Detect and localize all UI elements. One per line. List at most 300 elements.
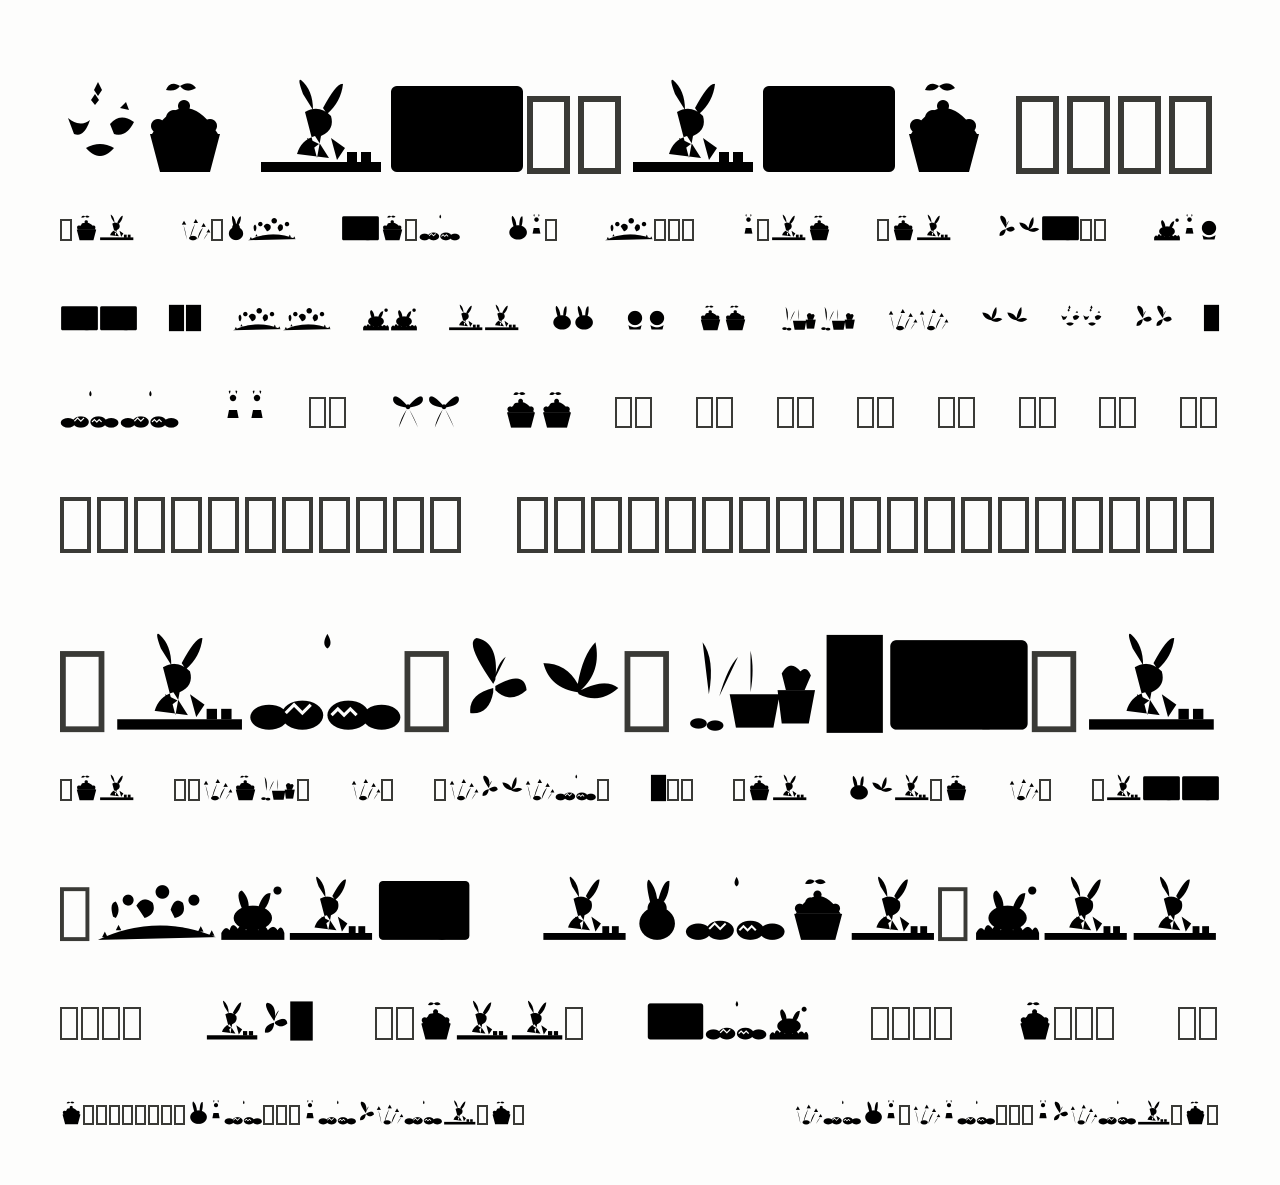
specimen-word: [1092, 774, 1220, 802]
specimen-line-5: [60, 484, 1220, 556]
rabbit-on-grass-icon: [772, 774, 808, 802]
egg-frame-icon: [341, 214, 380, 242]
candle-eggs-icon: [60, 390, 120, 430]
empty-glyph-box: [393, 497, 424, 553]
tulips-icon: [350, 774, 381, 802]
tulips-icon: [912, 1100, 941, 1126]
empty-glyph-box: [682, 219, 694, 241]
empty-glyph-box: [434, 779, 446, 801]
dancer-icon: [221, 390, 245, 430]
specimen-word: [1180, 397, 1220, 430]
specimen-word: [362, 304, 418, 332]
tulips-icon: [794, 1100, 823, 1126]
empty-glyph-box: [122, 1105, 133, 1125]
empty-glyph-box: [134, 497, 165, 553]
ribbon-bow-icon: [390, 390, 426, 430]
empty-glyph-box: [850, 497, 881, 553]
candle-eggs-icon: [685, 875, 788, 944]
empty-glyph-box: [871, 1007, 889, 1040]
empty-glyph-box: [1054, 1007, 1072, 1040]
rabbit-on-grass-icon: [894, 774, 930, 802]
empty-glyph-box: [161, 1105, 172, 1125]
specimen-word: [698, 304, 748, 332]
specimen-word: [733, 774, 808, 802]
empty-glyph-box: [81, 1007, 99, 1040]
empty-glyph-box: [924, 497, 955, 553]
empty-glyph-box: [696, 397, 713, 428]
empty-glyph-box: [174, 779, 186, 801]
specimen-word: [168, 304, 202, 332]
empty-glyph-box: [1183, 497, 1214, 553]
butterfly-icon: [479, 774, 499, 802]
empty-glyph-box: [665, 497, 696, 553]
empty-glyph-box: [739, 497, 770, 553]
empty-glyph-box: [60, 651, 104, 732]
dancer-icon: [1181, 214, 1198, 242]
meadow-icon: [247, 214, 297, 242]
specimen-word: [996, 214, 1108, 242]
empty-glyph-box: [356, 497, 387, 553]
empty-glyph-box: [174, 1105, 185, 1125]
empty-glyph-box: [97, 497, 128, 553]
empty-glyph-box: [309, 397, 326, 428]
flower-basket-icon: [899, 78, 989, 178]
empty-glyph-box: [877, 219, 889, 241]
specimen-word: [1153, 214, 1220, 242]
lilies-icon: [1081, 304, 1103, 332]
specimen-word: [448, 304, 520, 332]
empty-glyph-box: [60, 219, 72, 241]
rabbit-on-grass-icon: [1085, 632, 1220, 736]
empty-glyph-box: [513, 1105, 524, 1125]
rabbit-on-grass-icon: [205, 1000, 260, 1042]
empty-glyph-box: [1200, 397, 1217, 428]
specimen-word: [857, 397, 897, 430]
specimen-word: [60, 1007, 144, 1042]
specimen-word: [887, 304, 949, 332]
butterfly-icon: [996, 214, 1016, 242]
egg-frame-icon: [1142, 774, 1181, 802]
empty-glyph-box: [60, 497, 91, 553]
specimen-word: [1178, 1007, 1220, 1042]
grass-bunny-icon: [1153, 214, 1181, 242]
grass-bunny-icon: [768, 1000, 810, 1042]
specimen-word: [221, 390, 269, 430]
empty-glyph-box: [1067, 96, 1110, 174]
tulips-icon: [448, 774, 479, 802]
empty-glyph-box: [1072, 497, 1103, 553]
empty-glyph-box: [635, 397, 652, 428]
butterfly-icon: [1153, 304, 1173, 332]
butterfly-icon: [458, 632, 531, 736]
meadow-icon: [232, 304, 282, 332]
empty-glyph-box: [1109, 497, 1140, 553]
specimen-word: [1099, 397, 1139, 430]
flower-basket-icon: [380, 214, 405, 242]
rabbit-on-grass-icon: [1106, 774, 1142, 802]
specimen-line-6: [60, 632, 1220, 736]
flower-basket-icon: [944, 774, 969, 802]
dancer-icon: [941, 1100, 957, 1126]
empty-glyph-box: [517, 497, 548, 553]
empty-glyph-box: [135, 1105, 146, 1125]
tulips-icon: [887, 304, 918, 332]
specimen-word: [390, 390, 462, 430]
empty-glyph-box: [263, 1105, 274, 1125]
empty-glyph-box: [276, 1105, 287, 1125]
specimen-word: [1008, 774, 1053, 802]
empty-glyph-box: [430, 497, 461, 553]
candle-eggs-icon: [404, 1100, 443, 1126]
specimen-word: [232, 304, 332, 332]
candle-eggs-icon: [248, 632, 404, 736]
rabbit-on-grass-icon: [1131, 875, 1220, 944]
tulips-icon: [375, 1100, 404, 1126]
flower-basket-icon: [417, 1000, 455, 1042]
lilies-icon: [60, 78, 140, 178]
ribbon-bow-icon: [426, 390, 462, 430]
rabbit-on-grass-icon: [257, 78, 387, 178]
empty-glyph-box: [1039, 779, 1051, 801]
bunny-head-icon: [847, 774, 869, 802]
specimen-word: [779, 304, 857, 332]
empty-glyph-box: [591, 497, 622, 553]
baskets-pots-icon: [818, 304, 857, 332]
empty-glyph-box: [877, 397, 894, 428]
specimen-word: [979, 304, 1029, 332]
empty-glyph-box: [297, 779, 309, 801]
chick-icon: [646, 304, 668, 332]
empty-glyph-box: [913, 1007, 931, 1040]
empty-glyph-box: [654, 219, 666, 241]
flower-icon: [1016, 214, 1041, 242]
chick-icon: [624, 304, 646, 332]
specimen-word: [60, 390, 180, 430]
specimen-line-3: [60, 304, 1220, 332]
lilies-icon: [1059, 304, 1081, 332]
empty-glyph-box: [958, 397, 975, 428]
flower-basket-icon: [723, 304, 748, 332]
empty-glyph-box: [733, 779, 745, 801]
specimen-word: [517, 497, 1220, 556]
dancer-icon: [883, 1100, 899, 1126]
flower-basket-icon: [539, 390, 575, 430]
candle-eggs-icon: [555, 774, 597, 802]
specimen-word: [60, 774, 135, 802]
specimen-word: [350, 774, 395, 802]
specimen-word: [938, 397, 978, 430]
empty-glyph-box: [1180, 397, 1197, 428]
flower-basket-icon: [490, 1100, 513, 1126]
egg-frame-icon: [99, 304, 138, 332]
empty-glyph-box: [813, 497, 844, 553]
empty-glyph-box: [668, 219, 680, 241]
empty-glyph-box: [578, 96, 621, 174]
empty-glyph-box: [554, 497, 585, 553]
specimen-word: [847, 774, 969, 802]
empty-glyph-box: [1016, 96, 1059, 174]
bunny-window-icon: [823, 632, 886, 736]
sitting-bunny-icon: [630, 875, 685, 944]
empty-glyph-box: [857, 397, 874, 428]
flower-basket-icon: [60, 1100, 83, 1126]
chick-icon: [1198, 214, 1220, 242]
flower-basket-icon: [74, 214, 99, 242]
empty-glyph-box: [102, 1007, 120, 1040]
flower-basket-icon: [503, 390, 539, 430]
specimen-word: [1016, 96, 1220, 178]
egg-frame-icon: [886, 632, 1032, 736]
baskets-pots-icon: [678, 632, 824, 736]
baskets-pots-icon: [779, 304, 818, 332]
flower-basket-icon: [891, 214, 916, 242]
specimen-word: [650, 774, 695, 802]
baskets-pots-icon: [258, 774, 297, 802]
specimen-word: [871, 1007, 955, 1042]
empty-glyph-box: [628, 497, 659, 553]
egg-frame-icon: [1041, 214, 1080, 242]
grass-bunny-icon: [219, 875, 288, 944]
empty-glyph-box: [83, 1105, 94, 1125]
specimen-word: [877, 214, 952, 242]
tulips-icon: [202, 774, 233, 802]
empty-glyph-box: [998, 497, 1029, 553]
specimen-word: [180, 214, 297, 242]
empty-glyph-box: [1099, 397, 1116, 428]
specimen-line-10: [60, 1100, 1220, 1126]
grass-bunny-icon: [362, 304, 390, 332]
specimen-word: [506, 214, 559, 242]
empty-glyph-box: [1171, 1105, 1182, 1125]
empty-glyph-box: [375, 1007, 393, 1040]
specimen-line-4: [60, 390, 1220, 430]
rabbit-on-grass-icon: [916, 214, 952, 242]
dancer-icon: [740, 214, 757, 242]
empty-glyph-box: [1039, 397, 1056, 428]
empty-glyph-box: [1199, 1007, 1217, 1040]
specimen-line-2: [60, 214, 1220, 242]
flower-basket-icon: [1016, 1000, 1054, 1042]
rabbit-on-grass-icon: [448, 304, 484, 332]
specimen-word: [1059, 304, 1103, 332]
flower-icon: [1004, 304, 1029, 332]
empty-glyph-box: [381, 779, 393, 801]
empty-glyph-box: [1019, 397, 1036, 428]
egg-frame-icon: [759, 78, 899, 178]
empty-glyph-box: [60, 887, 89, 941]
empty-glyph-box: [1032, 651, 1076, 732]
specimen-word: [550, 304, 594, 332]
empty-glyph-box: [282, 497, 313, 553]
rabbit-on-grass-icon: [849, 875, 938, 944]
rabbit-on-grass-icon: [771, 214, 807, 242]
specimen-word: [1133, 304, 1173, 332]
bunny-window-icon: [289, 1000, 314, 1042]
specimen-word: [309, 397, 349, 430]
empty-glyph-box: [405, 651, 449, 732]
sitting-bunny-icon: [225, 214, 247, 242]
bunny-window-icon: [168, 304, 185, 332]
rabbit-on-grass-icon: [443, 1100, 477, 1126]
rabbit-on-grass-icon: [287, 875, 376, 944]
empty-glyph-box: [615, 397, 632, 428]
empty-glyph-box: [938, 887, 967, 941]
rabbit-on-grass-icon: [1137, 1100, 1171, 1126]
specimen-line-8: [60, 875, 1220, 944]
grass-bunny-icon: [973, 875, 1042, 944]
specimen-word: [60, 78, 230, 178]
flower-basket-icon: [1184, 1100, 1207, 1126]
candle-eggs-icon: [224, 1100, 263, 1126]
empty-glyph-box: [188, 779, 200, 801]
empty-glyph-box: [565, 1007, 583, 1040]
meadow-icon: [604, 214, 654, 242]
bunny-window-icon: [1203, 304, 1220, 332]
empty-glyph-box: [545, 219, 557, 241]
specimen-word: [60, 214, 135, 242]
specimen-word: [60, 1100, 526, 1126]
empty-glyph-box: [477, 1105, 488, 1125]
specimen-word: [777, 397, 817, 430]
empty-glyph-box: [1009, 1105, 1020, 1125]
specimen-line-7: [60, 774, 1220, 802]
dancer-icon: [302, 1100, 318, 1126]
tulips-icon: [918, 304, 949, 332]
egg-frame-icon: [1181, 774, 1220, 802]
empty-glyph-box: [245, 497, 276, 553]
specimen-word: [615, 397, 655, 430]
tulips-icon: [524, 774, 555, 802]
empty-glyph-box: [1075, 1007, 1093, 1040]
specimen-line-1: [60, 78, 1220, 178]
flower-basket-icon: [698, 304, 723, 332]
empty-glyph-box: [1169, 96, 1212, 174]
empty-glyph-box: [1035, 497, 1066, 553]
empty-glyph-box: [1092, 779, 1104, 801]
empty-glyph-box: [1118, 96, 1161, 174]
candle-eggs-icon: [957, 1100, 996, 1126]
specimen-word: [60, 497, 467, 556]
empty-glyph-box: [1094, 219, 1106, 241]
rabbit-on-grass-icon: [1042, 875, 1131, 944]
bunny-head-icon: [550, 304, 572, 332]
flower-icon: [869, 774, 894, 802]
specimen-word: [375, 1000, 586, 1042]
flower-basket-icon: [747, 774, 772, 802]
empty-glyph-box: [757, 219, 769, 241]
candle-eggs-icon: [705, 1000, 768, 1042]
rabbit-on-grass-icon: [455, 1000, 510, 1042]
rabbit-on-grass-icon: [510, 1000, 565, 1042]
empty-glyph-box: [96, 1105, 107, 1125]
empty-glyph-box: [1207, 1105, 1218, 1125]
empty-glyph-box: [892, 1007, 910, 1040]
flower-basket-icon: [74, 774, 99, 802]
specimen-word: [60, 632, 1220, 736]
empty-glyph-box: [211, 219, 223, 241]
empty-glyph-box: [1146, 497, 1177, 553]
candle-eggs-icon: [419, 214, 461, 242]
empty-glyph-box: [60, 779, 72, 801]
dancer-icon: [528, 214, 545, 242]
flower-basket-icon: [140, 78, 230, 178]
specimen-word: [794, 1100, 1220, 1126]
empty-glyph-box: [1022, 1105, 1033, 1125]
rabbit-on-grass-icon: [99, 214, 135, 242]
specimen-word: [257, 78, 989, 178]
candle-eggs-icon: [1098, 1100, 1137, 1126]
empty-glyph-box: [597, 779, 609, 801]
empty-glyph-box: [716, 397, 733, 428]
egg-frame-icon: [387, 78, 527, 178]
rabbit-on-grass-icon: [484, 304, 520, 332]
specimen-line-9: [60, 1000, 1220, 1042]
candle-eggs-icon: [823, 1100, 862, 1126]
specimen-word: [696, 397, 736, 430]
butterfly-icon: [260, 1000, 289, 1042]
rabbit-on-grass-icon: [99, 774, 135, 802]
egg-frame-icon: [376, 875, 472, 944]
empty-glyph-box: [996, 1105, 1007, 1125]
empty-glyph-box: [208, 497, 239, 553]
candle-eggs-icon: [120, 390, 180, 430]
tulips-icon: [1069, 1100, 1098, 1126]
butterfly-icon: [1051, 1100, 1069, 1126]
meadow-icon: [282, 304, 332, 332]
empty-glyph-box: [930, 779, 942, 801]
rabbit-on-grass-icon: [629, 78, 759, 178]
glyph: [472, 875, 541, 944]
empty-glyph-box: [148, 1105, 159, 1125]
empty-glyph-box: [681, 779, 693, 801]
tulips-icon: [180, 214, 211, 242]
empty-glyph-box: [777, 397, 794, 428]
empty-glyph-box: [396, 1007, 414, 1040]
empty-glyph-box: [938, 397, 955, 428]
empty-glyph-box: [527, 96, 570, 174]
empty-glyph-box: [405, 219, 417, 241]
specimen-word: [434, 774, 611, 802]
specimen-word: [174, 774, 311, 802]
empty-glyph-box: [60, 1007, 78, 1040]
dancer-icon: [245, 390, 269, 430]
butterfly-icon: [357, 1100, 375, 1126]
specimen-word: [973, 875, 1220, 944]
bunny-head-icon: [187, 1100, 208, 1126]
specimen-word: [503, 390, 575, 430]
empty-glyph-box: [319, 497, 350, 553]
specimen-word: [60, 875, 973, 944]
dancer-icon: [1035, 1100, 1051, 1126]
rabbit-on-grass-icon: [113, 632, 248, 736]
bunny-window-icon: [185, 304, 202, 332]
egg-frame-icon: [646, 1000, 705, 1042]
specimen-word: [205, 1000, 314, 1042]
empty-glyph-box: [961, 497, 992, 553]
empty-glyph-box: [797, 397, 814, 428]
flower-basket-icon: [807, 214, 832, 242]
specimen-word: [740, 214, 832, 242]
specimen-word: [604, 214, 696, 242]
empty-glyph-box: [171, 497, 202, 553]
egg-frame-icon: [60, 304, 99, 332]
specimen-word: [60, 304, 138, 332]
specimen-word: [624, 304, 668, 332]
tulips-icon: [1008, 774, 1039, 802]
empty-glyph-box: [1096, 1007, 1114, 1040]
specimen-word: [1203, 304, 1220, 332]
bunny-window-icon: [650, 774, 667, 802]
